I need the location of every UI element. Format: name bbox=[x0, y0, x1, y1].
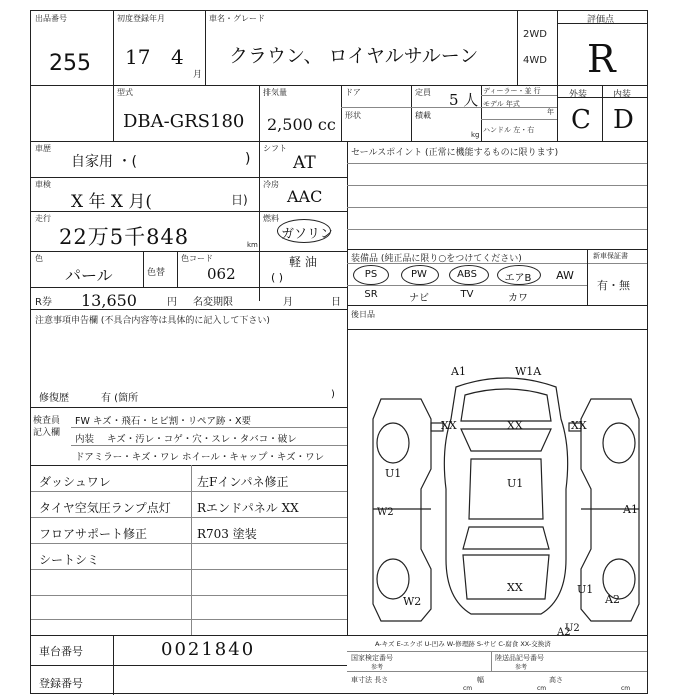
inspector-id-sub: 参考 bbox=[371, 664, 384, 671]
equip-tv: TV bbox=[460, 289, 474, 300]
divider bbox=[481, 119, 557, 120]
drive-2wd: 2WD bbox=[523, 29, 547, 40]
auction-sheet bbox=[30, 10, 648, 694]
reg-label: 登録番号 bbox=[39, 677, 83, 690]
ac: AAC bbox=[287, 187, 323, 206]
divider bbox=[347, 249, 647, 250]
interior-label: 内装 bbox=[613, 90, 632, 100]
writing-line bbox=[31, 517, 347, 518]
remark-right-1: 左Fインパネ修正 bbox=[197, 475, 289, 489]
divider bbox=[71, 427, 347, 428]
divider bbox=[31, 85, 647, 86]
equipment-label: 装備品 (純正品に限り○をつけてください) bbox=[351, 254, 522, 264]
new-cert-label: 新車保証書 bbox=[593, 252, 628, 260]
divider bbox=[347, 309, 348, 635]
inspection-value: X 年 X 月( bbox=[71, 192, 153, 212]
usage-label: 車歴 bbox=[35, 144, 51, 153]
fw-row: FW キズ・飛石・ヒビ割・リペア跡・X要 bbox=[75, 416, 252, 427]
divider bbox=[143, 251, 144, 287]
divider bbox=[347, 141, 348, 309]
equip-pw: PW bbox=[411, 269, 427, 280]
load-label: 積載 bbox=[415, 111, 431, 120]
damage-label-a1-top: A1 bbox=[451, 365, 466, 378]
lot-no: 255 bbox=[49, 51, 91, 76]
damage-label-w2-rear: W2 bbox=[403, 595, 422, 608]
handle-label: ハンドル 左・右 bbox=[483, 126, 535, 134]
inspector-id-label: 国家検定番号 bbox=[351, 654, 393, 662]
recycle-yen: 円 bbox=[167, 297, 177, 308]
writing-line bbox=[31, 595, 347, 596]
interior-row-label: 内装 bbox=[75, 434, 95, 445]
divider bbox=[347, 651, 647, 652]
color-code-label: 色コード bbox=[181, 254, 213, 263]
divider bbox=[31, 465, 347, 466]
equip-navi: ナビ bbox=[409, 293, 429, 304]
inspector-label: 検査員記入欄 bbox=[33, 416, 61, 438]
divider bbox=[587, 249, 588, 305]
damage-label-u1-roof: U1 bbox=[507, 477, 524, 490]
equip-sr: SR bbox=[364, 289, 378, 300]
mileage: 22万5千848 bbox=[59, 225, 190, 249]
ac-label: 冷房 bbox=[263, 180, 279, 189]
name-grade-label: 車名・グレード bbox=[209, 14, 265, 23]
damage-label-w2-left: W2 bbox=[377, 507, 394, 518]
exterior-grade: C bbox=[571, 105, 591, 135]
writing-line bbox=[347, 185, 647, 186]
name-change-day: 日 bbox=[331, 297, 341, 308]
divider bbox=[347, 671, 647, 672]
damage-legend: A-キズ E-エクボ U-凹み W-修理跡 S-サビ C-腐食 XX-交換済 bbox=[375, 640, 551, 648]
divider bbox=[31, 251, 347, 252]
interior-grade: D bbox=[613, 105, 634, 135]
divider bbox=[259, 85, 260, 141]
damage-label-u2: U2 bbox=[565, 623, 580, 634]
damage-label-u1-right: U1 bbox=[577, 583, 594, 596]
divider bbox=[481, 85, 482, 141]
divider bbox=[347, 635, 647, 636]
lot-no-label: 出品番号 bbox=[35, 14, 67, 23]
inspection-label: 車検 bbox=[35, 180, 51, 189]
remark-left-1: ダッシュワレ bbox=[39, 475, 111, 489]
name-grade: クラウン、 ロイヤルサルーン bbox=[229, 45, 479, 67]
size-width-label: 幅 bbox=[477, 676, 484, 684]
divider bbox=[347, 285, 587, 286]
divider bbox=[31, 635, 347, 636]
remark-right-2: Rエンドパネル XX bbox=[197, 501, 299, 515]
writing-line bbox=[347, 207, 647, 208]
model: DBA-GRS180 bbox=[123, 111, 245, 132]
shift-label: シフト bbox=[263, 144, 287, 153]
divider bbox=[557, 11, 558, 141]
score-label: 評価点 bbox=[587, 15, 615, 25]
repair-close: ) bbox=[331, 389, 335, 400]
equip-ps: PS bbox=[364, 269, 378, 280]
capacity-label: 定員 bbox=[415, 88, 431, 97]
chassis-number: 0021840 bbox=[161, 639, 256, 660]
repair-label: 修復歴 bbox=[39, 393, 69, 404]
fuel: ガソリン bbox=[281, 227, 334, 242]
fuel-label: 燃料 bbox=[263, 214, 279, 223]
first-reg-label: 初度登録年月 bbox=[117, 14, 165, 23]
divider bbox=[31, 309, 347, 310]
divider bbox=[71, 445, 347, 446]
remark-right-3: R703 塗装 bbox=[197, 527, 257, 541]
first-reg-month: 4 bbox=[171, 45, 184, 69]
displacement: 2,500 cc bbox=[267, 115, 336, 134]
damage-label-u1-left: U1 bbox=[385, 467, 402, 480]
color: パール bbox=[65, 266, 113, 285]
size-height-cm: cm bbox=[621, 685, 631, 692]
divider bbox=[205, 11, 206, 85]
writing-line bbox=[31, 543, 347, 544]
notes-label: 注意事項申告欄 (不具合内容等は具体的に記入して下さい) bbox=[35, 316, 270, 326]
model-label: 型式 bbox=[117, 88, 133, 97]
usage-close: ) bbox=[245, 151, 251, 167]
fuel-alt: 軽 油 bbox=[289, 255, 317, 269]
equip-abs-circle bbox=[449, 265, 489, 285]
mileage-unit: km bbox=[247, 241, 258, 249]
damage-label-xx-rear: XX bbox=[507, 581, 523, 594]
divider bbox=[177, 251, 178, 287]
capacity: 5 人 bbox=[449, 91, 479, 109]
name-change-month: 月 bbox=[283, 297, 293, 308]
equip-airbag: エアB bbox=[504, 273, 532, 284]
interior-row: キズ・汚レ・コゲ・穴・スレ・タバコ・破レ bbox=[107, 434, 297, 445]
color-code: 062 bbox=[207, 265, 236, 283]
divider bbox=[31, 665, 347, 666]
damage-label-xx-center: XX bbox=[507, 419, 523, 432]
divider bbox=[113, 635, 114, 695]
equip-leather: カワ bbox=[508, 293, 528, 304]
dealer-label: ディーラー・並 行 bbox=[483, 87, 541, 95]
writing-line bbox=[31, 491, 347, 492]
score: R bbox=[587, 37, 616, 81]
equip-airbag-circle bbox=[497, 265, 541, 285]
new-cert-value: 有・無 bbox=[597, 279, 630, 292]
note-id-label: 陸送品記号番号 bbox=[495, 654, 544, 662]
divider bbox=[347, 329, 647, 330]
divider bbox=[31, 141, 647, 142]
car-diagram bbox=[361, 359, 651, 629]
equip-aw: AW bbox=[556, 269, 574, 282]
model-year-label: モデル 年式 bbox=[483, 100, 520, 108]
usage-value: 自家用 ・( bbox=[71, 154, 137, 170]
size-length-label: 車寸法 長さ bbox=[351, 676, 389, 684]
equip-ps-circle bbox=[353, 265, 389, 285]
recycle-amount: 13,650 bbox=[81, 291, 137, 310]
color-label: 色 bbox=[35, 254, 43, 263]
inspection-day: 日) bbox=[231, 193, 248, 207]
divider bbox=[113, 11, 114, 141]
writing-line bbox=[31, 569, 347, 570]
divider bbox=[411, 85, 412, 141]
note-id-sub: 参考 bbox=[515, 664, 528, 671]
size-width-cm: cm bbox=[537, 685, 547, 692]
shift: AT bbox=[293, 153, 316, 173]
divider bbox=[602, 85, 603, 141]
remark-left-3: フロアサポート修正 bbox=[39, 527, 148, 541]
recycle-label: R券 bbox=[35, 297, 52, 308]
name-change-label: 名変期限 bbox=[193, 297, 233, 308]
chassis-label: 車台番号 bbox=[39, 645, 83, 658]
damage-label-xx-right: XX bbox=[571, 419, 587, 432]
equip-abs: ABS bbox=[457, 269, 477, 280]
month-suffix: 月 bbox=[193, 70, 203, 80]
damage-label-w1a: W1A bbox=[515, 365, 542, 378]
writing-line bbox=[31, 619, 347, 620]
shape-label: 形状 bbox=[345, 111, 361, 120]
exterior-label: 外装 bbox=[569, 90, 588, 100]
repair-value: 有 (箇所 bbox=[101, 393, 139, 404]
writing-line bbox=[347, 163, 647, 164]
remark-left-2: タイヤ空気圧ランプ点灯 bbox=[39, 501, 171, 515]
model-year-suffix: 年 bbox=[547, 108, 554, 116]
after-items-label: 後日品 bbox=[351, 310, 375, 319]
sales-point-label: セールスポイント (正常に機能するものに限ります) bbox=[351, 148, 559, 158]
damage-label-a2-rear: A2 bbox=[557, 627, 571, 638]
divider bbox=[259, 141, 260, 301]
equip-pw-circle bbox=[401, 265, 439, 285]
divider bbox=[347, 305, 647, 306]
divider bbox=[341, 85, 342, 141]
first-reg-year: 17 bbox=[125, 45, 151, 69]
mileage-label: 走行 bbox=[35, 214, 51, 223]
fuel-paren: ( ) bbox=[271, 271, 284, 284]
remark-left-4: シートシミ bbox=[39, 553, 100, 567]
fuel-circle bbox=[277, 219, 334, 243]
damage-label-a1-right: A1 bbox=[623, 503, 638, 516]
door-label: ドア bbox=[345, 88, 361, 97]
divider bbox=[31, 407, 347, 408]
mirror-row: ドアミラー・キズ・ワレ ホイール・キャップ・キズ・ワレ bbox=[75, 452, 325, 463]
load-unit: kg bbox=[471, 131, 480, 139]
divider bbox=[31, 287, 347, 288]
drive-4wd: 4WD bbox=[523, 55, 547, 66]
size-length-cm: cm bbox=[463, 685, 473, 692]
divider bbox=[491, 651, 492, 671]
displacement-label: 排気量 bbox=[263, 88, 287, 97]
divider bbox=[517, 11, 518, 85]
damage-label-a2-right: A2 bbox=[605, 593, 620, 606]
color-change-label: 色替 bbox=[147, 268, 166, 278]
divider bbox=[31, 177, 347, 178]
damage-label-xx-left: XX bbox=[441, 419, 457, 432]
writing-line bbox=[347, 229, 647, 230]
size-height-label: 高さ bbox=[549, 676, 563, 684]
